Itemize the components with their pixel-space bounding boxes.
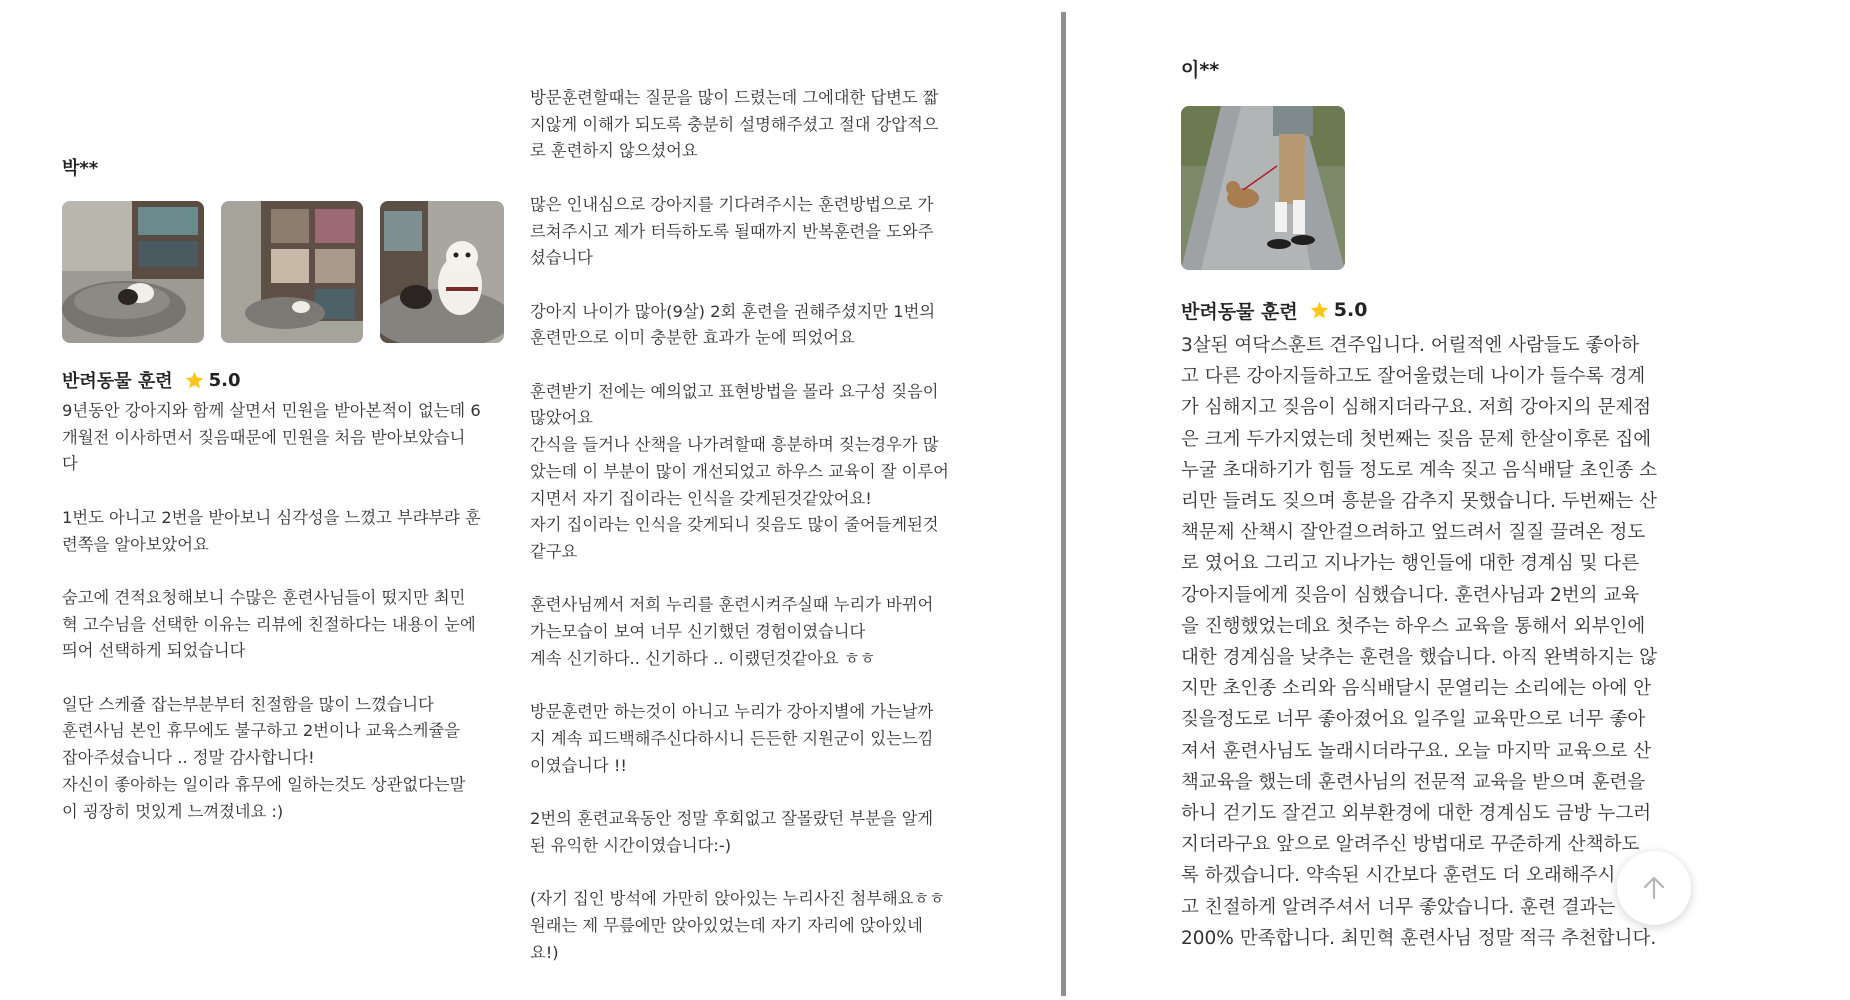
star-icon — [1309, 300, 1330, 321]
review-text: 9년동안 강아지와 함께 살면서 민원을 받아본적이 없는데 6 개월전 이사하면서 짖음때문에 민원을 처음 받아보았습니 다 1번도 아니고 2번을 받아보니 심각성을 느꼈고 부랴부랴 훈 련쪽을 알아보았어요 숨고에 견적요청해보니 수많은 훈련사님들이 떴지만 최민 혁 고수님을 선택한 이유는 리뷰에 친절하다는 내용이 눈에 띄어 선택하게 되었습니다 일단 스케쥴 잡는부분부터 친절함을 많이 느꼈습니다 훈련사님 본인 휴무에도 불구하고 2번이나 교육스케쥴을 잡아주셨습니다 .. 정말 감사합니다! 자신이 좋아하는 일이라 휴무에 일하는것도 상관없다는말 이 굉장히 멋있게 느껴졌네요 :) — [62, 401, 481, 821]
review-meta — [1181, 298, 1691, 322]
review-photo-3[interactable] — [380, 201, 504, 343]
review-card-right — [1181, 55, 1691, 954]
rating-score: 5.0 — [208, 369, 241, 391]
column-divider — [1061, 12, 1066, 996]
rating-score: 5.0 — [1333, 299, 1368, 321]
review-photo-2[interactable] — [221, 201, 363, 343]
arrow-up-icon — [1640, 874, 1668, 902]
review-meta — [62, 368, 492, 392]
review-photo-1[interactable] — [62, 201, 204, 343]
review-photo-gallery — [62, 201, 492, 343]
service-name: 반려동물 훈련 — [1181, 300, 1298, 323]
review-text: 3살된 여닥스훈트 견주입니다. 어릴적엔 사람들도 좋아하 고 다른 강아지들하고도 잘어울렸는데 나이가 들수록 경계 가 심해지고 짖음이 심해지더라구요. 저희 강아지의 문제점 은 크게 두가지였는데 첫번째는 짖음 문제 한살이후론 집에 누굴 초대하기가 힘들 정도로 계속 짖고 음식배달 초인종 소 리만 들려도 짖으며 흥분을 감추지 못했습니다. 두번째는 산 책문제 산책시 잘안걸으려하고 엎드려서 질질 끌려온 정도 로 였어요 그리고 지나가는 행인들에 대한 경계심 및 다른 강아지들에게 짖음이 심했습니다. 훈련사님과 2번의 교육 을 진행했었는데요 첫주는 하우스 교육을 통해서 외부인에 대한 경계심을 낮추는 훈련을 했습니다. 아직 완벽하지는 않 지만 초인종 소리와 음식배달시 문열리는 소리에는 아에 안 짖을정도로 너무 좋아졌어요 일주일 교육만으로 너무 좋아 져서 훈련사님도 놀래시더라구요. 오늘 마지막 교육으로 산 책교육을 했는데 훈련사님의 전문적 교육을 받으며 훈련을 하니 걷기도 잘걷고 외부환경에 대한 경계심도 금방 누그러 지더라구요 앞으로 알려주신 방법대로 꾸준하게 산책하도 록 하겠습니다. 약속된 시간보다 훈련도 더 오래해주시 고 친절하게 알려주셔서 너무 좋았습니다. 훈련 결과는 200% 만족합니다. 최민혁 훈련사님 정말 적극 추천합니다. — [1181, 335, 1657, 949]
review-card-left — [62, 154, 492, 825]
review-author: 박** — [62, 158, 99, 179]
service-name: 반려동물 훈련 — [62, 371, 173, 392]
star-icon — [184, 370, 205, 391]
scroll-to-top-button[interactable] — [1617, 851, 1691, 925]
review-text-continued: 방문훈련할때는 질문을 많이 드렸는데 그에대한 답변도 짧 지않게 이해가 되도록 충분히 설명해주셨고 절대 강압적으 로 훈련하지 않으셨어요 많은 인내심으로 강아지를 기다려주시는 훈련방법으로 가 르쳐주시고 제가 터득하도록 될때까지 반복훈련을 도와주 셨습니다 강아지 나이가 많아(9살) 2회 훈련을 권해주셨지만 1번의 훈련만으로 이미 충분한 효과가 눈에 띄었어요 훈련받기 전에는 예의없고 표현방법을 몰라 요구성 짖음이 많았어요 간식을 들거나 산책을 나가려할때 흥분하며 짖는경우가 많 았는데 이 부분이 많이 개선되었고 하우스 교육이 잘 이루어 지면서 자기 집이라는 인식을 갖게된것같았어요! 자기 집이라는 인식을 갖게되니 짖음도 많이 줄어들게된것 같구요 훈련사님께서 저희 누리를 훈련시켜주실때 누리가 바뀌어 가는모습이 보여 너무 신기했던 경험이였습니다 계속 신기하다.. 신기하다 .. 이랬던것같아요 ㅎㅎ 방문훈련만 하는것이 아니고 누리가 강아지별에 가는날까 지 계속 피드백해주신다하시니 든든한 지원군이 있는느낌 이였습니다 !! 2번의 훈련교육동안 정말 후회없고 잘몰랐던 부분을 알게 된 유익한 시간이였습니다:-) (자기 집인 방석에 가만히 앉아있는 누리사진 첨부해요ㅎㅎ 원래는 제 무릎에만 앉아있었는데 자기 자리에 앉아있네 요!) — [530, 88, 949, 962]
review-photo-1[interactable] — [1181, 106, 1345, 270]
review-author: 이** — [1181, 59, 1220, 81]
